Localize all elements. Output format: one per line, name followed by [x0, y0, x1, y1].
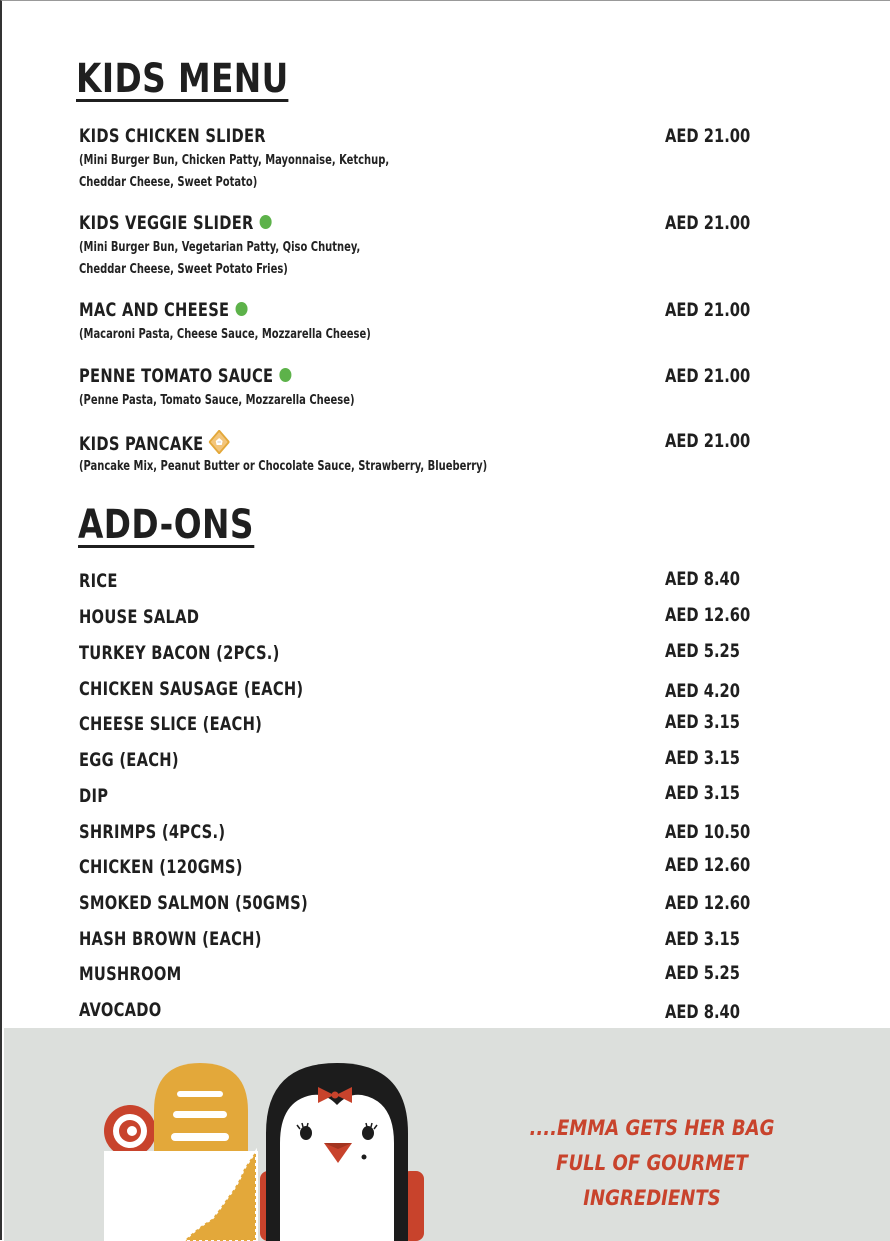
vegetarian-dot-icon [260, 215, 272, 229]
menu-item-name: KIDS PANCAKE [79, 430, 229, 455]
addon-name: HOUSE SALAD [79, 606, 200, 628]
menu-item-description: (Mini Burger Bun, Vegetarian Patty, Qiso Chutney, [79, 239, 361, 255]
menu-item-description: Cheddar Cheese, Sweet Potato Fries) [79, 261, 288, 277]
menu-item-price: AED 21.00 [665, 365, 751, 387]
nuts-allergen-icon [209, 430, 230, 454]
menu-item-name: PENNE TOMATO SAUCE [79, 365, 291, 387]
penguin-with-grocery-bag-illustration [102, 1059, 432, 1241]
footer-tagline: ....EMMA GETS HER BAG FULL OF GOURMET INGREDIENTS [529, 1116, 775, 1210]
menu-item-name: KIDS VEGGIE SLIDER [79, 212, 272, 234]
menu-item-price: AED 21.00 [665, 430, 751, 452]
menu-item-description: (Penne Pasta, Tomato Sauce, Mozzarella Cheese) [79, 392, 355, 408]
menu-item-price: AED 21.00 [665, 299, 751, 321]
addon-name: EGG (EACH) [79, 749, 179, 771]
kids-menu-title: KIDS MENU [76, 56, 289, 102]
addon-price: AED 3.15 [665, 711, 741, 733]
vegetarian-dot-icon [279, 368, 291, 382]
addon-name: CHEESE SLICE (EACH) [79, 713, 263, 735]
addons-title: ADD-ONS [78, 502, 254, 548]
addon-price: AED 12.60 [665, 854, 751, 876]
addon-price: AED 8.40 [665, 1001, 741, 1023]
addon-name: HASH BROWN (EACH) [79, 928, 262, 950]
menu-item-description: Cheddar Cheese, Sweet Potato) [79, 174, 258, 190]
menu-item-name: MAC AND CHEESE [79, 299, 247, 321]
addon-price: AED 4.20 [665, 680, 741, 702]
addon-price: AED 8.40 [665, 568, 741, 590]
menu-item-description: (Pancake Mix, Peanut Butter or Chocolate Sauce, Strawberry, Blueberry) [79, 458, 488, 474]
addon-name: TURKEY BACON (2PCS.) [79, 642, 280, 664]
menu-item-name: KIDS CHICKEN SLIDER [79, 125, 266, 147]
addon-name: SMOKED SALMON (50GMS) [79, 892, 308, 914]
addon-price: AED 5.25 [665, 640, 741, 662]
addon-name: CHICKEN (120GMS) [79, 856, 243, 878]
menu-item-price: AED 21.00 [665, 212, 751, 234]
addon-price: AED 3.15 [665, 782, 741, 804]
menu-item-price: AED 21.00 [665, 125, 751, 147]
addon-name: RICE [79, 570, 118, 592]
addon-price: AED 12.60 [665, 604, 751, 626]
addon-name: AVOCADO [79, 999, 162, 1021]
addon-price: AED 10.50 [665, 821, 751, 843]
addon-name: CHICKEN SAUSAGE (EACH) [79, 678, 304, 700]
addon-price: AED 3.15 [665, 747, 741, 769]
addon-name: SHRIMPS (4PCS.) [79, 821, 226, 843]
vegetarian-dot-icon [235, 302, 247, 316]
addon-price: AED 5.25 [665, 962, 741, 984]
addon-price: AED 12.60 [665, 892, 751, 914]
addon-name: MUSHROOM [79, 963, 182, 985]
penguin-icon [260, 1063, 424, 1241]
addon-price: AED 3.15 [665, 928, 741, 950]
menu-item-description: (Mini Burger Bun, Chicken Patty, Mayonnaise, Ketchup, [79, 152, 390, 168]
menu-item-description: (Macaroni Pasta, Cheese Sauce, Mozzarella Cheese) [79, 326, 371, 342]
addon-name: DIP [79, 785, 109, 807]
